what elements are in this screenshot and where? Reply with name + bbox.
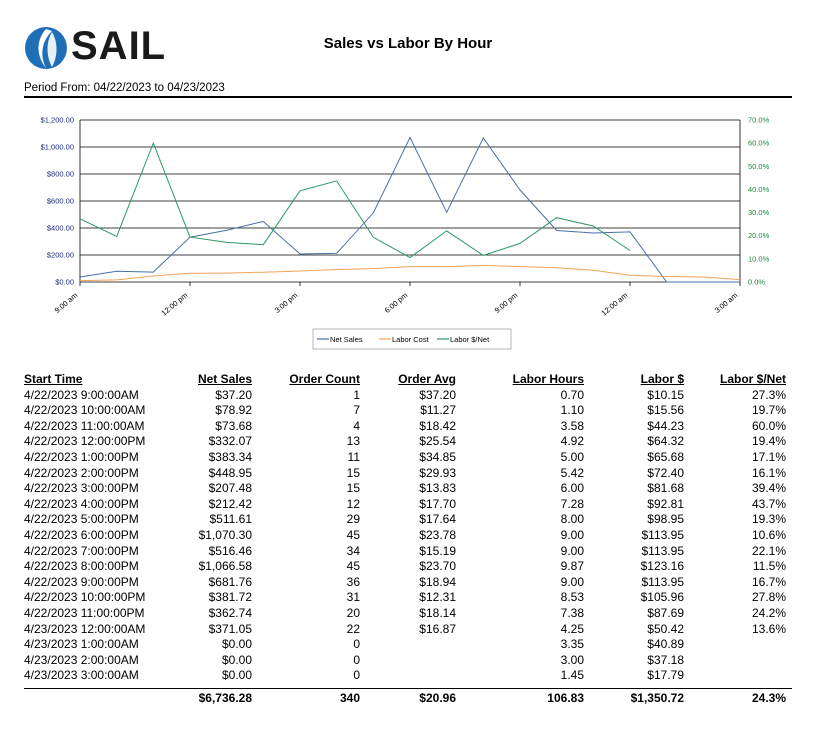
labor-pct-line — [80, 143, 630, 257]
row-labor-dollars: $10.15 — [647, 387, 684, 402]
row-labor-pct-net: 27.8% — [751, 590, 786, 605]
row-labor-pct-net: 22.1% — [751, 543, 786, 558]
row-labor-dollars: $98.95 — [647, 512, 684, 527]
row-net-sales: $1,070.30 — [198, 527, 252, 542]
table-row — [24, 668, 792, 684]
row-labor-hours: 7.28 — [560, 496, 584, 511]
row-labor-hours: 5.42 — [560, 465, 584, 480]
row-labor-dollars: $65.68 — [647, 449, 684, 464]
left-axis-tick-label: $600.00 — [46, 196, 74, 206]
row-labor-dollars: $113.95 — [641, 574, 684, 589]
table-row — [24, 559, 792, 575]
row-net-sales: $37.20 — [215, 387, 252, 402]
total-labor-pct-net: 24.3% — [751, 690, 786, 705]
row-start-time: 4/22/2023 9:00:00AM — [24, 387, 139, 402]
row-labor-pct-net: 24.2% — [751, 605, 786, 620]
row-order-avg: $23.78 — [419, 527, 456, 542]
col-start-time: Start Time — [24, 372, 83, 386]
table-row — [24, 637, 792, 653]
col-labor-dollars: Labor $ — [640, 372, 684, 386]
row-start-time: 4/22/2023 6:00:00PM — [24, 527, 139, 542]
row-start-time: 4/22/2023 8:00:00PM — [24, 559, 139, 574]
row-net-sales: $371.05 — [208, 621, 252, 636]
row-labor-dollars: $50.42 — [647, 621, 684, 636]
labor-cost-line — [80, 265, 740, 280]
table-body — [24, 388, 792, 684]
row-order-count: 36 — [346, 574, 360, 589]
row-start-time: 4/22/2023 1:00:00PM — [24, 449, 139, 464]
row-order-count: 12 — [346, 496, 360, 511]
table-row — [24, 481, 792, 497]
row-order-count: 31 — [346, 590, 360, 605]
row-start-time: 4/22/2023 4:00:00PM — [24, 496, 139, 511]
row-labor-hours: 9.00 — [560, 543, 584, 558]
row-net-sales: $0.00 — [221, 637, 252, 652]
row-start-time: 4/22/2023 10:00:00PM — [24, 590, 146, 605]
row-order-count: 45 — [346, 559, 360, 574]
row-labor-hours: 1.10 — [560, 403, 584, 418]
left-axis-tick-label: $800.00 — [46, 169, 74, 179]
row-order-count: 0 — [353, 668, 360, 683]
right-axis-tick-label: 20.0% — [748, 231, 770, 241]
row-labor-dollars: $87.69 — [647, 605, 684, 620]
row-net-sales: $212.42 — [208, 496, 252, 511]
row-labor-dollars: $17.79 — [647, 668, 684, 683]
row-labor-dollars: $92.81 — [647, 496, 684, 511]
row-order-count: 0 — [353, 637, 360, 652]
row-net-sales: $511.61 — [209, 512, 252, 527]
row-order-avg: $18.42 — [419, 418, 456, 433]
col-net-sales: Net Sales — [197, 372, 252, 386]
x-axis-tick-label: 12:00 am — [599, 290, 630, 318]
totals-row — [24, 691, 792, 707]
row-labor-hours: 3.35 — [560, 637, 584, 652]
row-labor-hours: 4.92 — [560, 434, 584, 449]
row-labor-pct-net: 13.6% — [751, 621, 786, 636]
row-start-time: 4/22/2023 7:00:00PM — [24, 543, 139, 558]
table-row — [24, 512, 792, 528]
row-labor-hours: 1.45 — [560, 668, 584, 683]
row-labor-hours: 9.00 — [560, 527, 584, 542]
row-order-count: 15 — [346, 465, 360, 480]
row-labor-hours: 9.00 — [560, 574, 584, 589]
row-order-count: 29 — [346, 512, 360, 527]
row-order-count: 7 — [353, 403, 360, 418]
row-net-sales: $448.95 — [208, 465, 252, 480]
table-row — [24, 466, 792, 482]
right-axis-tick-label: 60.0% — [748, 138, 770, 148]
row-labor-hours: 9.87 — [560, 559, 584, 574]
row-start-time: 4/22/2023 11:00:00PM — [24, 605, 145, 620]
row-net-sales: $516.46 — [208, 543, 252, 558]
row-net-sales: $1,066.58 — [198, 559, 252, 574]
row-order-count: 4 — [353, 418, 360, 433]
row-labor-dollars: $40.89 — [647, 637, 684, 652]
row-order-avg: $16.87 — [419, 621, 456, 636]
row-order-avg: $17.64 — [419, 512, 456, 527]
x-axis-tick-label: 3:00 pm — [272, 290, 300, 315]
row-order-avg: $12.31 — [419, 590, 456, 605]
total-order-count: 340 — [339, 690, 360, 705]
table-row — [24, 606, 792, 622]
row-start-time: 4/22/2023 5:00:00PM — [24, 512, 139, 527]
row-start-time: 4/23/2023 3:00:00AM — [24, 668, 139, 683]
row-order-count: 13 — [346, 434, 360, 449]
row-order-count: 45 — [346, 527, 360, 542]
row-order-avg: $23.70 — [419, 559, 456, 574]
row-labor-dollars: $37.18 — [647, 652, 684, 667]
table-row — [24, 497, 792, 513]
left-axis-tick-label: $1,200.00 — [40, 115, 74, 125]
row-labor-hours: 6.00 — [560, 481, 584, 496]
row-net-sales: $383.34 — [208, 449, 252, 464]
row-labor-hours: 5.00 — [560, 449, 584, 464]
left-axis-tick-label: $400.00 — [46, 223, 74, 233]
row-labor-hours: 4.25 — [560, 621, 584, 636]
right-axis-tick-label: 70.0% — [748, 115, 770, 125]
table-row — [24, 622, 792, 638]
row-labor-dollars: $72.40 — [647, 465, 684, 480]
row-order-avg: $29.93 — [419, 465, 456, 480]
row-net-sales: $381.72 — [208, 590, 252, 605]
col-labor-pct-net: Labor $/Net — [719, 372, 786, 386]
row-labor-pct-net: 19.3% — [751, 512, 786, 527]
row-order-count: 34 — [346, 543, 360, 558]
col-order-avg: Order Avg — [398, 372, 456, 386]
row-order-count: 20 — [346, 605, 360, 620]
row-labor-dollars: $44.23 — [647, 418, 684, 433]
row-order-avg: $37.20 — [419, 387, 456, 402]
totals-divider — [24, 688, 792, 689]
row-labor-hours: 0.70 — [560, 387, 584, 402]
row-net-sales: $362.74 — [208, 605, 252, 620]
row-labor-hours: 3.58 — [560, 418, 584, 433]
row-net-sales: $207.48 — [208, 481, 252, 496]
row-labor-pct-net: 11.5% — [752, 559, 786, 574]
row-net-sales: $681.76 — [208, 574, 252, 589]
left-axis-tick-label: $200.00 — [46, 250, 74, 260]
row-order-count: 15 — [346, 481, 360, 496]
row-labor-pct-net: 10.6% — [751, 527, 786, 542]
table-row — [24, 388, 792, 404]
row-start-time: 4/23/2023 12:00:00AM — [24, 621, 146, 636]
total-order-avg: $20.96 — [419, 690, 456, 705]
right-axis-tick-label: 40.0% — [748, 184, 770, 194]
row-labor-pct-net: 19.4% — [751, 434, 786, 449]
row-start-time: 4/23/2023 2:00:00AM — [24, 652, 139, 667]
x-axis-tick-label: 6:00 pm — [382, 290, 410, 315]
row-start-time: 4/22/2023 11:00:00AM — [24, 418, 145, 433]
row-labor-dollars: $113.95 — [641, 543, 684, 558]
row-order-avg: $13.83 — [419, 481, 456, 496]
legend-label: Labor $/Net — [450, 335, 490, 344]
logo-text: SAIL — [71, 24, 167, 68]
row-net-sales: $0.00 — [221, 652, 252, 667]
row-labor-pct-net: 16.1% — [751, 465, 786, 480]
sales-labor-chart — [0, 100, 816, 362]
table-row — [24, 544, 792, 560]
row-start-time: 4/22/2023 10:00:00AM — [24, 403, 146, 418]
table-row — [24, 575, 792, 591]
row-labor-dollars: $15.56 — [647, 403, 684, 418]
row-order-avg: $34.85 — [419, 449, 456, 464]
row-labor-dollars: $105.96 — [640, 590, 684, 605]
row-start-time: 4/23/2023 1:00:00AM — [24, 637, 139, 652]
row-labor-pct-net: 43.7% — [751, 496, 786, 511]
row-labor-dollars: $123.16 — [640, 559, 684, 574]
row-start-time: 4/22/2023 9:00:00PM — [24, 574, 139, 589]
total-net-sales: $6,736.28 — [198, 690, 252, 705]
row-order-count: 1 — [353, 387, 360, 402]
row-labor-dollars: $113.95 — [641, 527, 684, 542]
row-net-sales: $73.68 — [215, 418, 252, 433]
right-axis-tick-label: 10.0% — [748, 254, 770, 264]
table-row — [24, 528, 792, 544]
row-labor-pct-net: 19.7% — [751, 403, 786, 418]
row-order-avg: $18.94 — [419, 574, 456, 589]
header-divider — [24, 96, 792, 98]
legend-label: Net Sales — [330, 335, 363, 344]
table-row — [24, 403, 792, 419]
col-order-count: Order Count — [289, 372, 360, 386]
row-labor-pct-net: 17.1% — [751, 449, 786, 464]
row-start-time: 4/22/2023 2:00:00PM — [24, 465, 139, 480]
row-labor-hours: 8.53 — [560, 590, 584, 605]
row-order-avg: $15.19 — [419, 543, 456, 558]
row-labor-hours: 3.00 — [560, 652, 584, 667]
table-row — [24, 653, 792, 669]
x-axis-tick-label: 9:00 pm — [492, 290, 520, 315]
total-labor-dollars: $1,350.72 — [630, 690, 684, 705]
row-labor-pct-net: 39.4% — [751, 481, 786, 496]
row-net-sales: $78.92 — [215, 403, 252, 418]
table-row — [24, 419, 792, 435]
right-axis-tick-label: 30.0% — [748, 208, 770, 218]
row-labor-pct-net: 60.0% — [751, 418, 786, 433]
row-labor-dollars: $81.68 — [647, 481, 684, 496]
report-period: Period From: 04/22/2023 to 04/23/2023 — [24, 82, 225, 94]
table-row — [24, 434, 792, 450]
legend-label: Labor Cost — [392, 335, 429, 344]
right-axis-tick-label: 50.0% — [748, 161, 770, 171]
right-axis-tick-label: 0.0% — [748, 277, 766, 287]
row-labor-hours: 7.38 — [560, 605, 584, 620]
row-net-sales: $0.00 — [221, 668, 252, 683]
row-order-avg: $17.70 — [419, 496, 456, 511]
report-title: Sales vs Labor By Hour — [323, 35, 493, 52]
col-labor-hours: Labor Hours — [512, 372, 584, 386]
row-order-count: 0 — [353, 652, 360, 667]
row-labor-pct-net: 16.7% — [751, 574, 786, 589]
row-labor-dollars: $64.32 — [647, 434, 684, 449]
row-order-count: 22 — [346, 621, 360, 636]
total-labor-hours: 106.83 — [547, 690, 584, 705]
x-axis-tick-label: 3:00 am — [712, 290, 740, 315]
left-axis-tick-label: $1,000.00 — [40, 142, 74, 152]
row-labor-hours: 8.00 — [560, 512, 584, 527]
row-order-avg: $18.14 — [419, 605, 456, 620]
hourly-table — [24, 372, 792, 706]
row-net-sales: $332.07 — [208, 434, 252, 449]
row-order-avg: $11.27 — [420, 403, 456, 418]
x-axis-tick-label: 12:00 pm — [159, 290, 190, 318]
x-axis-tick-label: 9:00 am — [52, 290, 80, 315]
table-row — [24, 450, 792, 466]
table-header — [24, 372, 792, 388]
left-axis-tick-label: $0.00 — [55, 277, 74, 287]
row-order-count: 11 — [347, 449, 360, 464]
table-row — [24, 590, 792, 606]
row-order-avg: $25.54 — [419, 434, 456, 449]
row-labor-pct-net: 27.3% — [751, 387, 786, 402]
row-start-time: 4/22/2023 3:00:00PM — [24, 481, 139, 496]
row-start-time: 4/22/2023 12:00:00PM — [24, 434, 146, 449]
